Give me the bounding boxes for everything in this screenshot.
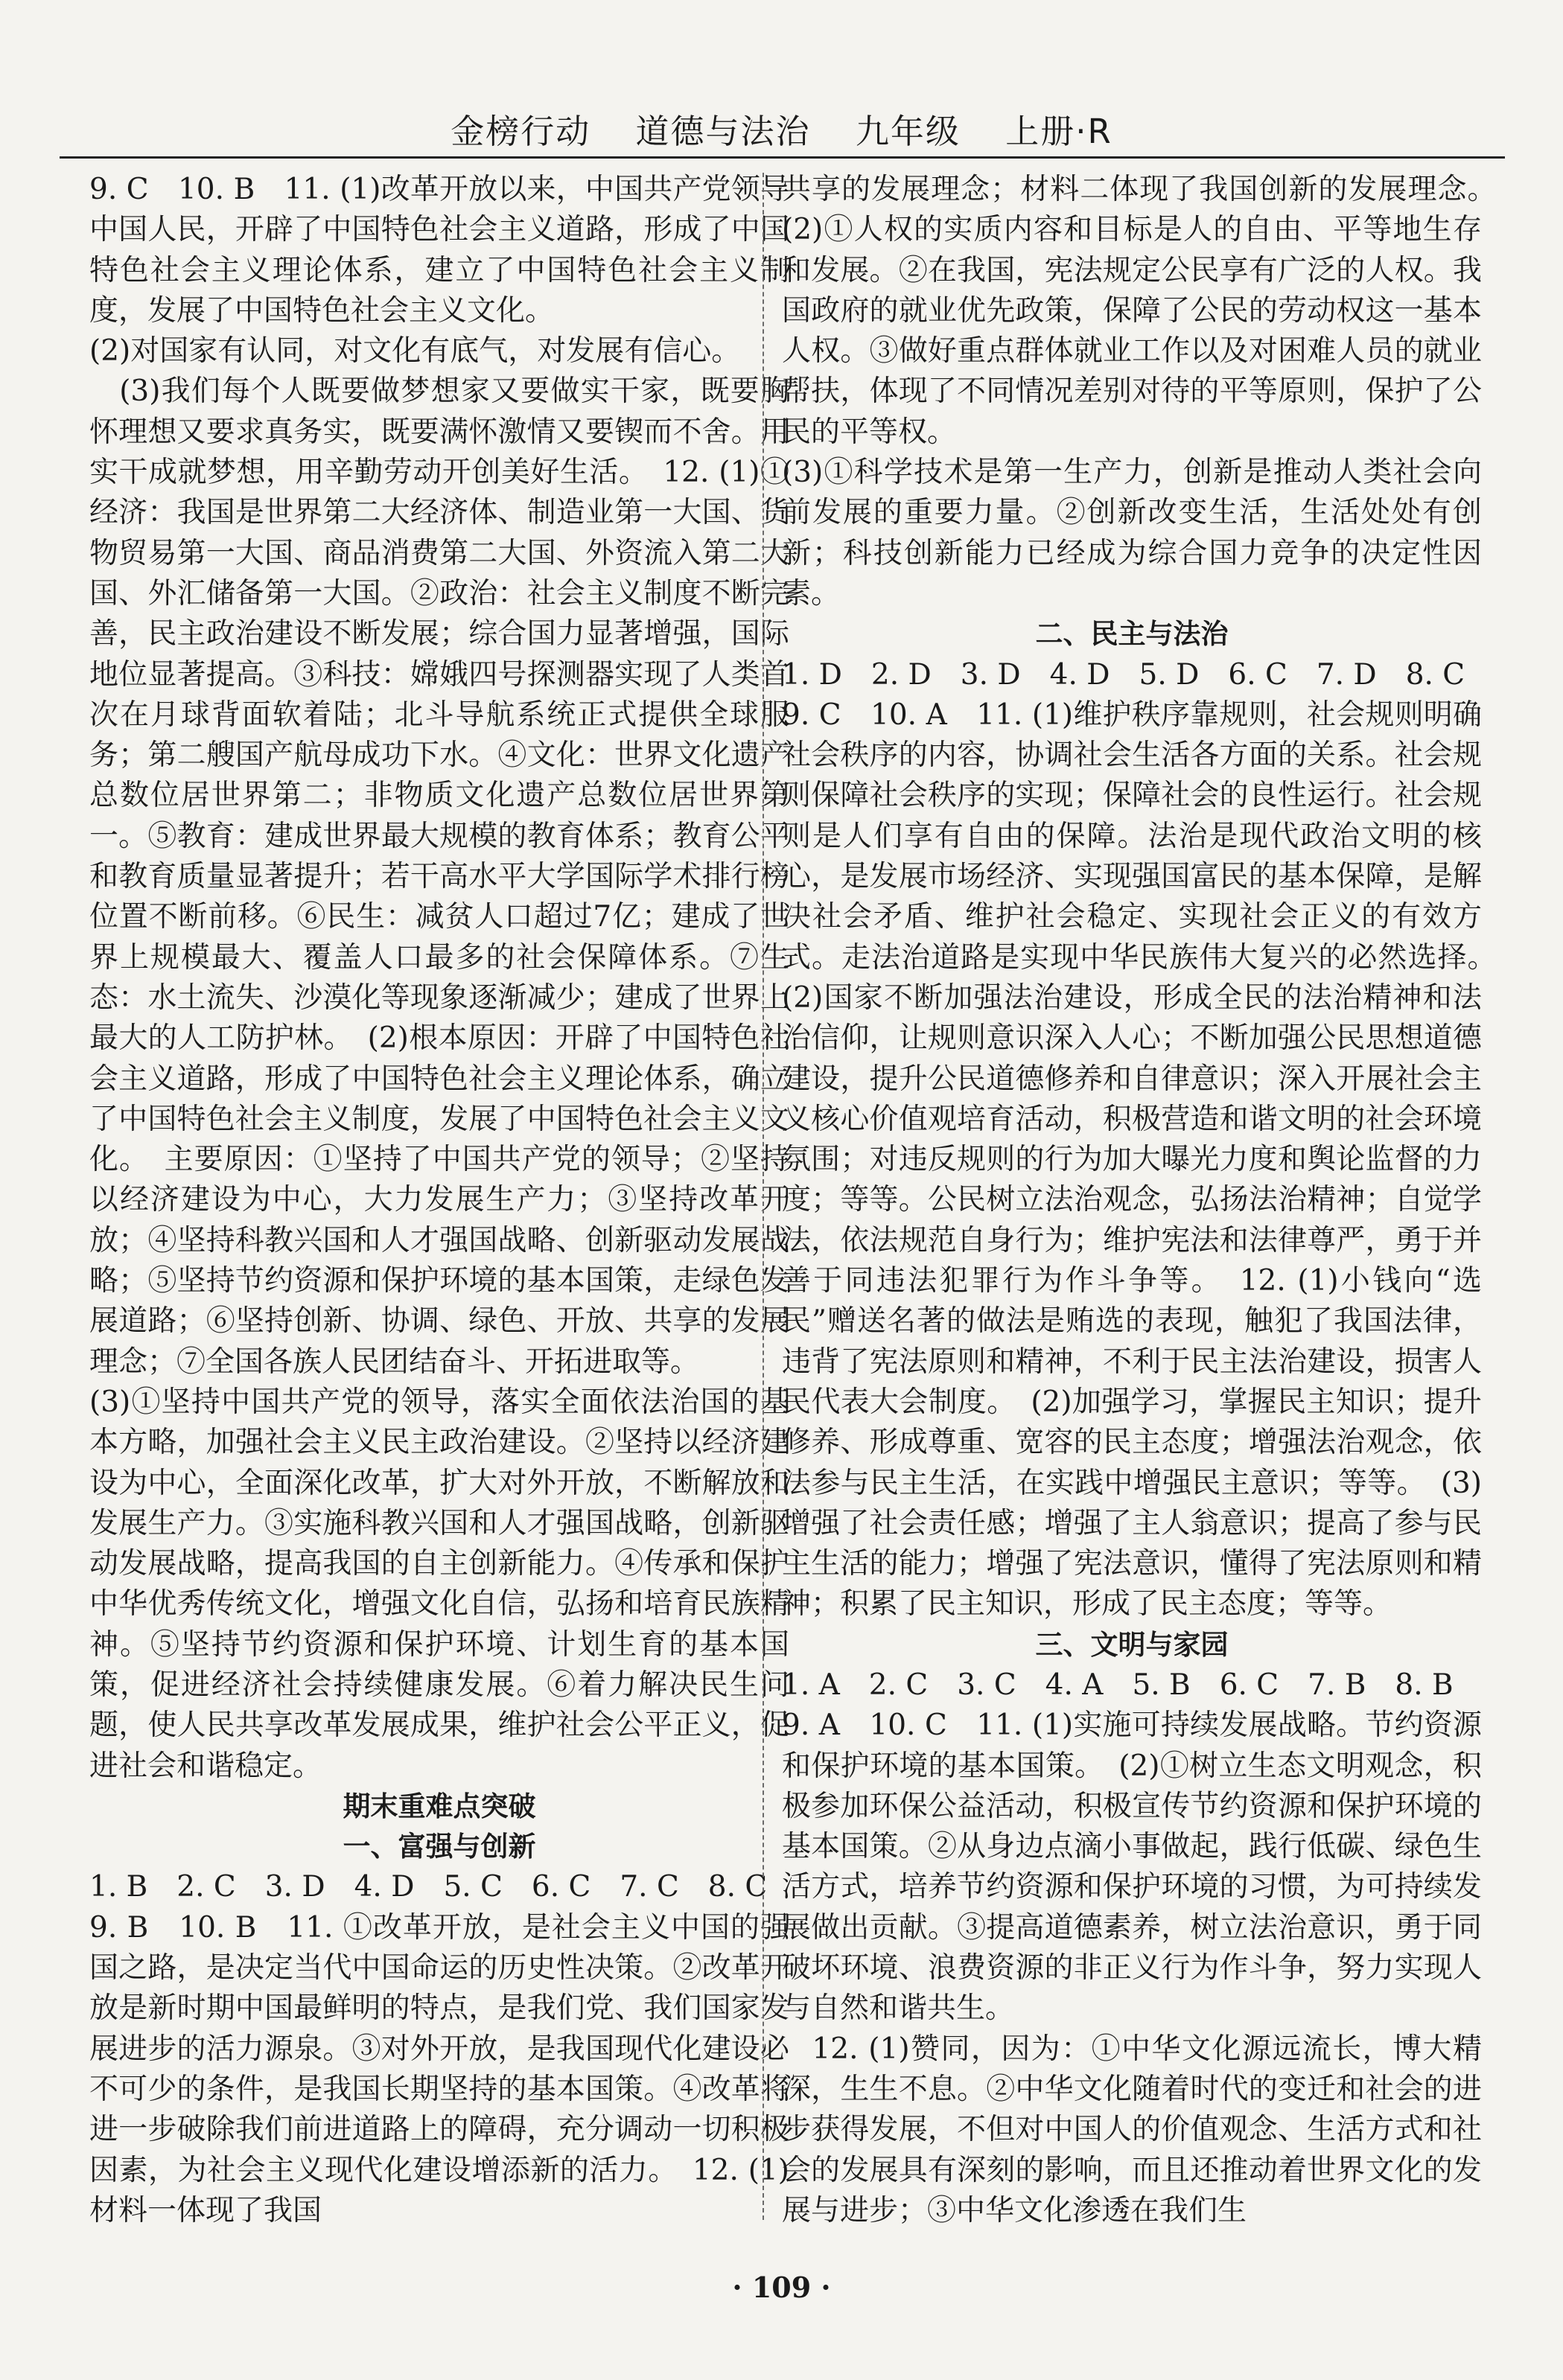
header-grade: 九年级 xyxy=(855,112,961,151)
answer-paragraph: (3)①坚持中国共产党的领导，落实全面依法治国的基本方略，加强社会主义民主政治建设。②坚持以经济建设为中心，全面深化改革，扩大对外开放，不断解放和发展生产力。③实施科教兴国和人才强国战略，创新驱动发展战略，提高我国的自主创新能力。④传承和保护中华优秀传统文化，增强文化自信，弘扬和培育民族精神。⑤坚持节约资源和保护环境、计划生育的基本国策，促进经济社会持续健康发展。⑥着力解决民生问题，使人民共享改革发展成果，维护社会公平正义，促进社会和谐稳定。 xyxy=(89,1385,789,1783)
answer-paragraph: 共享的发展理念；材料二体现了我国创新的发展理念。 (2)①人权的实质内容和目标是人的自由、平等地生存和发展。②在我国，宪法规定公民享有广泛的人权。我国政府的就业优先政策，保障了公民的劳动权这一基本人权。③做好重点群体就业工作以及对困难人员的就业帮扶，体现了不同情况差别对待的平等原则，保护了公民的平等权。 xyxy=(782,173,1512,449)
header-volume: 上册·R xyxy=(1005,112,1112,151)
column-divider xyxy=(763,173,764,2220)
header-rule xyxy=(60,156,1505,159)
header-subject: 道德与法治 xyxy=(635,112,811,151)
page-number: · 109 · xyxy=(732,2271,831,2304)
answer-paragraph: 12. (1)赞同，因为：①中华文化源远流长，博大精深，生生不息。②中华文化随着时代的变迁和社会的进步获得发展，不但对中国人的价值观念、生活方式和社会的发展具有深刻的影响，而且还推动着世界文化的发展与进步；③中华文化渗透在我们生 xyxy=(782,2032,1482,2227)
answer-paragraph: 1. A 2. C 3. C 4. A 5. B 6. C 7. B 8. B xyxy=(782,1668,1454,1702)
section-heading: 二、民主与法治 xyxy=(1035,618,1229,651)
header-series: 金榜行动 xyxy=(451,112,591,151)
answer-paragraph: 1. D 2. D 3. D 4. D 5. D 6. C 7. D 8. C xyxy=(782,657,1465,692)
answer-paragraph: (3)我们每个人既要做梦想家又要做实干家，既要胸怀理想又要求真务实，既要满怀激情又要锲而不舍。用实干成就梦想，用辛勤劳动开创美好生活。 12. (1)①经济：我国是世界第二大经济体、制造业第一大国、货物贸易第一大国、商品消费第二大国、外资流入第二大国、外汇储备第一大国。②政治：社会主义制度不断完善，民主政治建设不断发展；综合国力显著增强，国际地位显著提高。③科技：嫦娥四号探测器实现了人类首次在月球背面软着陆；北斗导航系统正式提供全球服务；第二艘国产航母成功下水。④文化：世界文化遗产总数位居世界第二；非物质文化遗产总数位居世界第一。⑤教育：建成世界最大规模的教育体系；教育公平和教育质量显著提升；若干高水平大学国际学术排行榜位置不断前移。⑥民生：减贫人口超过7亿；建成了世界上规模最大、覆盖人口最多的社会保障体系。⑦生态：水土流失、沙漠化等现象逐渐减少；建成了世界上最大的人工防护林。 (2)根本原因：开辟了中国特色社会主义道路，形成了中国特色社会主义理论体系，确立了中国特色社会主义制度，发展了中国特色社会主义文化。 主要原因：①坚持了中国共产党的领导；②坚持以经济建设为中心，大力发展生产力；③坚持改革开放；④坚持科教兴国和人才强国战略、创新驱动发展战略；⑤坚持节约资源和保护环境的基本国策，走绿色发展道路；⑥坚持创新、协调、绿色、开放、共享的发展理念；⑦全国各族人民团结奋斗、开拓进取等。 xyxy=(89,374,789,1379)
section-heading: 期末重难点突破 xyxy=(343,1790,536,1822)
answer-paragraph: 9. A 10. C 11. (1)实施可持续发展战略。节约资源和保护环境的基本国策。 (2)①树立生态文明观念，积极参加环保公益活动，积极宣传节约资源和保护环境的基本国策。②从身边点滴小事做起，践行低碳、绿色生活方式，培养节约资源和保护环境的习惯，为可持续发展做出贡献。③提高道德素养，树立法治意识，勇于同破坏环境、浪费资源的非正义行为作斗争，努力实现人与自然和谐共生。 xyxy=(782,1709,1482,2026)
answer-paragraph: 9. C 10. A 11. (1)维护秩序靠规则，社会规则明确社会秩序的内容，协调社会生活各方面的关系。社会规则保障社会秩序的实现；保障社会的良性运行。社会规则是人们享有自由的保障。法治是现代政治文明的核心，是发展市场经济、实现强国富民的基本保障，是解决社会矛盾、维护社会稳定、实现社会正义的有效方式。走法治道路是实现中华民族伟大复兴的必然选择。 (2)国家不断加强法治建设，形成全民的法治精神和法治信仰，让规则意识深入人心；不断加强公民思想道德建设，提升公民道德修养和自律意识；深入开展社会主义核心价值观培育活动，积极营造和谐文明的社会环境氛围；对违反规则的行为加大曝光力度和舆论监督的力度；等等。公民树立法治观念，弘扬法治精神；自觉学法，依法规范自身行为；维护宪法和法律尊严，勇于并善于同违法犯罪行为作斗争等。 12. (1)小钱向“选民”赠送名著的做法是贿选的表现，触犯了我国法律，违背了宪法原则和精神，不利于民主法治建设，损害人民代表大会制度。 (2)加强学习，掌握民主知识；提升修养、形成尊重、宽容的民主态度；增强法治观念，依法参与民主生活，在实践中增强民主意识；等等。 (3)增强了社会责任感；增强了主人翁意识；提高了参与民主生活的能力；增强了宪法意识，懂得了宪法原则和精神；积累了民主知识，形成了民主态度；等等。 xyxy=(782,698,1512,1621)
answer-paragraph: 9. B 10. B 11. ①改革开放，是社会主义中国的强国之路，是决定当代中国命运的历史性决策。②改革开放是新时期中国最鲜明的特点，是我们党、我们国家发展进步的活力源泉。③对外开放，是我国现代化建设必不可少的条件，是我国长期坚持的基本国策。④改革将进一步破除我们前进道路上的障碍，充分调动一切积极因素，为社会主义现代化建设增添新的活力。 12. (1)材料一体现了我国 xyxy=(89,1910,789,2227)
section-heading: 一、富强与创新 xyxy=(343,1831,536,1863)
page-header xyxy=(0,104,1563,153)
answer-paragraph: (3)①科学技术是第一生产力，创新是推动人类社会向前发展的重要力量。②创新改变生活，生活处处有创新；科技创新能力已经成为综合国力竞争的决定性因素。 xyxy=(782,456,1482,610)
section-heading: 三、文明与家园 xyxy=(1035,1628,1229,1661)
answer-paragraph: 1. B 2. C 3. D 4. D 5. C 6. C 7. C 8. C xyxy=(89,1870,768,1904)
answer-paragraph: (2)对国家有认同，对文化有底气，对发展有信心。 xyxy=(89,334,741,369)
answer-paragraph: 9. C 10. B 11. (1)改革开放以来，中国共产党领导中国人民，开辟了中国特色社会主义道路，形成了中国特色社会主义理论体系，建立了中国特色社会主义制度，发展了中国特色社会主义文化。 xyxy=(89,173,789,328)
left-column xyxy=(89,170,789,2231)
right-column xyxy=(782,170,1512,2231)
